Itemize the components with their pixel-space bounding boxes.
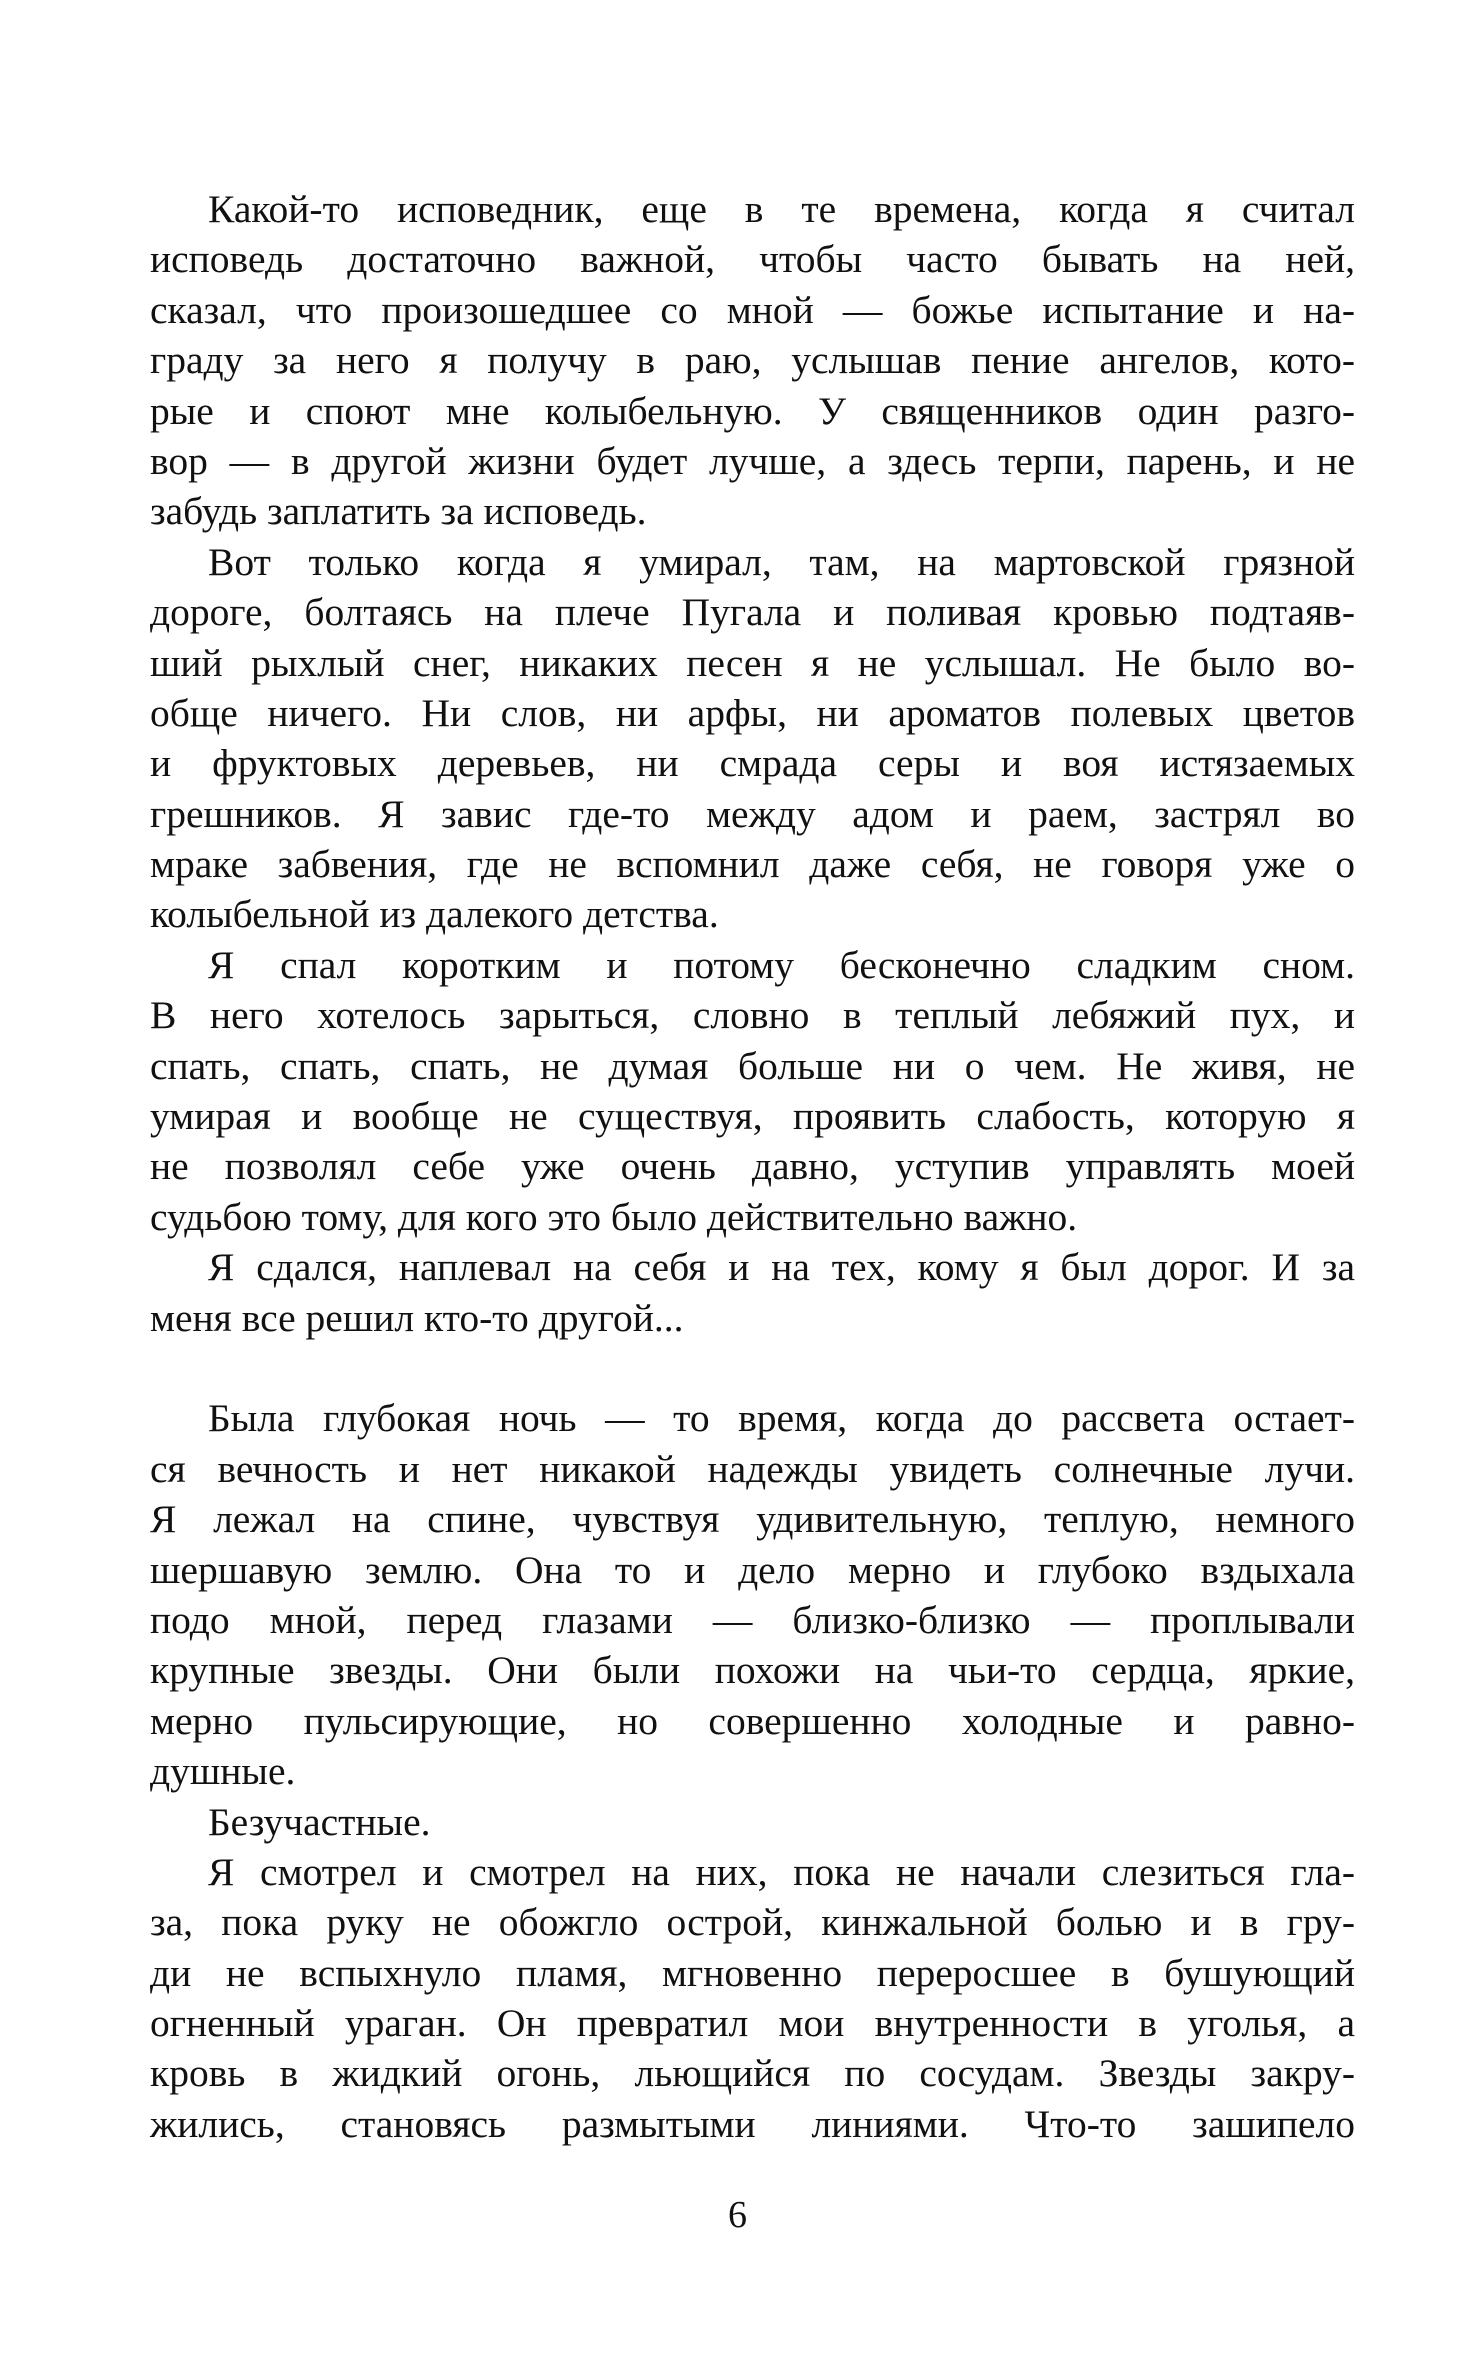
section-break: [150, 1343, 1355, 1393]
paragraph: [150, 184, 1355, 537]
text-line: душные.: [150, 1749, 296, 1794]
text-line: крупные звезды. Они были похожи на чьи-то сердца, яркие,: [150, 1648, 1355, 1693]
text-line: судьбою тому, для кого это было действительно важно.: [150, 1194, 1078, 1239]
paragraph: [150, 1847, 1355, 2149]
text-line: вор — в другой жизни будет лучше, а здесь терпи, парень, и не: [150, 438, 1355, 483]
text-line: подо мной, перед глазами — близко-близко — проплывали: [150, 1597, 1355, 1642]
text-line: Я спал коротким и потому бесконечно сладким сном.: [208, 942, 1355, 987]
text-line: сказал, что произошедшее со мной — божье испытание и на-: [150, 287, 1355, 332]
text-line: ди не вспыхнуло пламя, мгновенно переросшее в бушующий: [150, 1950, 1355, 1995]
paragraph: [150, 940, 1355, 1242]
text-line: В него хотелось зарыться, словно в теплый лебяжий пух, и: [150, 993, 1355, 1038]
text-line: спать, спать, спать, не думая больше ни о чем. Не живя, не: [150, 1043, 1355, 1088]
text-line: ся вечность и нет никакой надежды увидеть солнечные лучи.: [150, 1446, 1355, 1491]
paragraph: [150, 1242, 1355, 1343]
text-line: меня все решил кто-то другой...: [150, 1295, 684, 1340]
text-line: Какой-то исповедник, еще в те времена, когда я считал: [208, 187, 1355, 231]
text-line: дороге, болтаясь на плече Пугала и поливая кровью подтаяв-: [150, 590, 1355, 635]
text-line: Я сдался, наплевал на себя и на тех, кому я был дорог. И за: [208, 1245, 1355, 1290]
text-line: забудь заплатить за исповедь.: [150, 489, 647, 534]
text-line: огненный ураган. Он превратил мои внутренности в уголья, а: [150, 2001, 1355, 2046]
text-line: Была глубокая ночь — то время, когда до рассвета остает-: [208, 1396, 1355, 1441]
text-line: обще ничего. Ни слов, ни арфы, ни ароматов полевых цветов: [150, 690, 1355, 735]
text-line: Вот только когда я умирал, там, на мартовской грязной: [208, 539, 1355, 584]
text-line: Я лежал на спине, чувствуя удивительную, теплую, немного: [150, 1497, 1355, 1542]
paragraph: [150, 1797, 1355, 1847]
text-line: и фруктовых деревьев, ни смрада серы и воя истязаемых: [150, 741, 1355, 786]
page-number: 6: [728, 2194, 747, 2236]
text-line: Безучастные.: [208, 1799, 431, 1844]
text-line: шершавую землю. Она то и дело мерно и глубоко вздыхала: [150, 1547, 1355, 1592]
text-line: грешников. Я завис где-то между адом и раем, застрял во: [150, 791, 1355, 836]
text-line: жились, становясь размытыми линиями. Что-то зашипело: [150, 2101, 1355, 2146]
page-body: [150, 184, 1355, 2149]
text-line: за, пока руку не обожгло острой, кинжальной болью и в гру-: [150, 1900, 1355, 1945]
text-line: колыбельной из далекого детства.: [150, 892, 719, 937]
text-line: умирая и вообще не существуя, проявить слабость, которую я: [150, 1094, 1355, 1139]
text-column: [150, 184, 1355, 2149]
text-line: мерно пульсирующие, но совершенно холодные и равно-: [150, 1698, 1355, 1743]
text-line: мраке забвения, где не вспомнил даже себя, не говоря уже о: [150, 842, 1355, 887]
text-line: исповедь достаточно важной, чтобы часто бывать на ней,: [150, 237, 1355, 282]
text-line: рые и споют мне колыбельную. У священников один разго-: [150, 388, 1355, 433]
paragraph: [150, 537, 1355, 940]
paragraph: [150, 1393, 1355, 1796]
text-line: не позволял себе уже очень давно, уступив управлять моей: [150, 1144, 1355, 1189]
text-line: кровь в жидкий огонь, льющийся по сосудам. Звезды закру-: [150, 2051, 1355, 2096]
text-line: Я смотрел и смотрел на них, пока не начали слезиться гла-: [208, 1849, 1355, 1894]
text-line: ший рыхлый снег, никаких песен я не услышал. Не было во-: [150, 640, 1355, 685]
text-line: граду за него я получу в раю, услышав пение ангелов, кото-: [150, 338, 1355, 383]
